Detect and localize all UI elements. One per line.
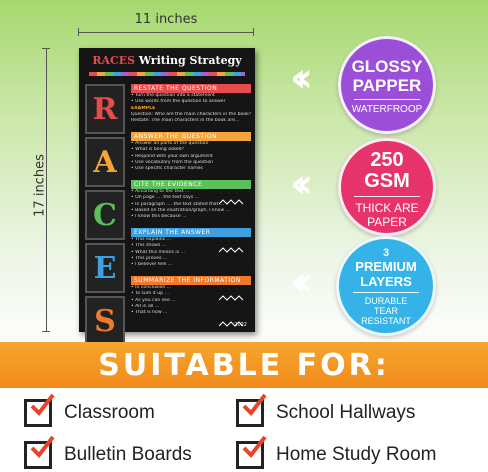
section-line: • This proves ... [131, 255, 168, 261]
chevron-left-icon: ‹‹ [290, 55, 303, 101]
section-line: • On page .... the text says ... [131, 195, 200, 201]
section-line: • All in all ... [131, 303, 160, 309]
checkmark-icon [236, 441, 264, 469]
section-line: • Use vocabulary from the question [131, 159, 214, 165]
badge-glossy-paper: GLOSSY PAPPER WATERFROOP [338, 36, 436, 134]
letter-tile-e: E [85, 243, 125, 293]
section-line: • Turn the question into a statement [131, 93, 215, 98]
decorative-stripe [89, 72, 245, 76]
use-item-home-study-room [236, 440, 437, 470]
section-line: • In conclusion ... [131, 285, 172, 290]
height-dimension [30, 48, 50, 332]
section-line: • This shows ... [131, 243, 167, 249]
letter-tile-c: C [85, 190, 125, 240]
races-letters [85, 84, 125, 349]
section-header: ANSWER THE QUESTION [131, 132, 251, 141]
poster-section [131, 84, 251, 124]
section-line: • This explains ... [131, 237, 171, 242]
use-label: Home Study Room [276, 444, 437, 465]
zigzag-decoration [219, 198, 245, 206]
use-item-school-hallways [236, 398, 415, 428]
checkmark-icon [236, 399, 264, 427]
section-header: RESTATE THE QUESTION [131, 84, 251, 93]
badge-premium-layers: 3 PREMIUM LAYERS DURABLE TEAR RESISTANT [336, 236, 436, 336]
use-item-classroom [24, 398, 155, 428]
banner-text: SUITABLE FOR: [98, 348, 390, 383]
section-line: • Answer all parts of the question [131, 141, 209, 146]
zigzag-decoration [219, 320, 245, 328]
section-line: • Based on the illustration/graph, I know ... [131, 207, 231, 213]
section-header: CITE THE EVIDENCE [131, 180, 251, 189]
use-label: School Hallways [276, 402, 416, 423]
section-line: • Respond with your own argument [131, 153, 213, 159]
width-label: 11 inches [134, 12, 198, 27]
section-line: • As you can see ... [131, 297, 176, 303]
section-line: • What this means is ... [131, 249, 185, 255]
section-line: EXAMPLE [131, 105, 156, 111]
chevron-left-icon: ‹‹ [290, 259, 303, 305]
use-label: Bulletin Boards [64, 444, 192, 465]
zigzag-decoration [219, 294, 245, 302]
section-line: • In paragraph .... the text stated that ... [131, 201, 225, 207]
section-line: • What is being asked? [131, 147, 185, 153]
letter-tile-r: R [85, 84, 125, 134]
section-line: • I believe/ feel ... [131, 262, 173, 268]
height-label: 17 inches [32, 154, 48, 217]
width-dimension [78, 12, 254, 38]
checkmark-icon [24, 441, 52, 469]
section-line: • I know this because ... [131, 214, 187, 220]
races-poster [79, 48, 255, 339]
badge-250-gsm: 250 GSM THICK ARE PAPER [338, 138, 436, 236]
zigzag-decoration [219, 246, 245, 254]
section-line: Restate: The main characters in the book are... [131, 118, 240, 124]
section-line: • Use words from the question to answer [131, 99, 226, 105]
letter-tile-s: S [85, 296, 125, 346]
section-line: Question: Who are the main characters in the book? [131, 111, 251, 117]
letter-tile-a: A [85, 137, 125, 187]
chevron-left-icon: ‹‹ [290, 161, 303, 207]
use-item-bulletin-boards [24, 440, 192, 470]
section-line: • According to the text ... [131, 189, 190, 194]
poster-title: RACES Writing Strategy [92, 54, 242, 67]
section-header: SUMMARIZE THE INFORMATION [131, 276, 251, 285]
checkmark-icon [24, 399, 52, 427]
section-line: • Use specific character names [131, 166, 203, 172]
use-label: Classroom [64, 402, 155, 423]
poster-year: 2022 [234, 322, 247, 328]
section-header: EXPLAIN THE ANSWER [131, 228, 251, 237]
section-line: • That is how ... [131, 310, 168, 316]
suitable-for-banner [0, 342, 488, 388]
section-line: • To sum it up ... [131, 291, 169, 297]
poster-section [131, 132, 251, 172]
